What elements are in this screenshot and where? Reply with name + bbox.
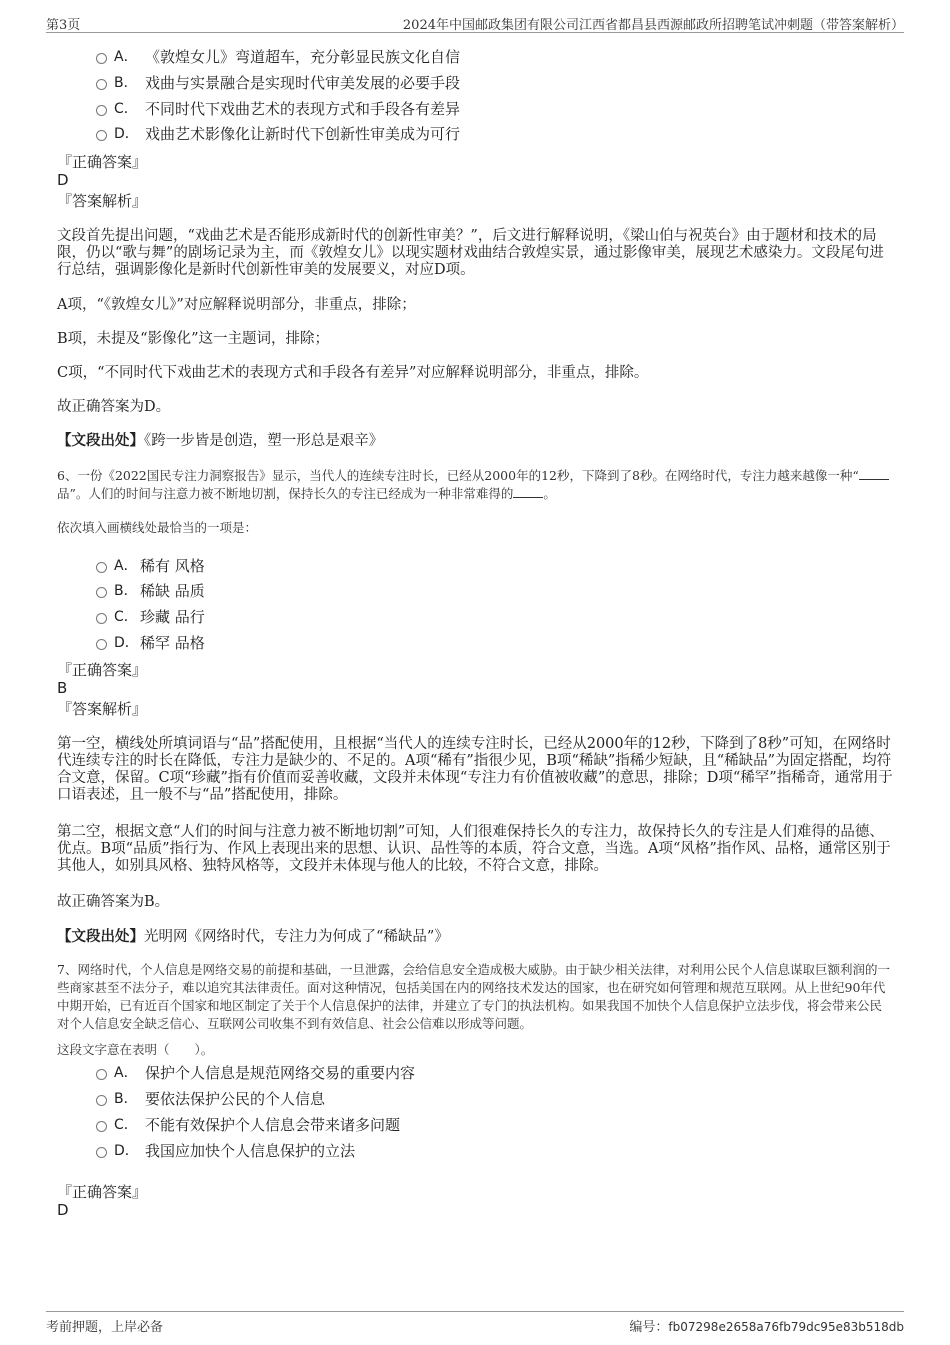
q6-analysis-label: 『答案解析』 bbox=[57, 700, 148, 718]
q6-analysis-second-blank: 第二空，根据文意“人们的时间与注意力被不断地切割”可知，人们很难保持长久的专注力，故保持长久的专注是人们难得的品德、优点。B项“品质”指行为、作风上表现出来的思想、认识、品性等的本质，符合文意，当选。A项“风格”指作风、品格，通常区别于其他人，如别具风格、独特风格等，文段并未体现与他人的比较，不符合文意，排除。 bbox=[57, 824, 891, 874]
q7-answer: D bbox=[57, 1201, 69, 1219]
radio-icon[interactable] bbox=[96, 1147, 107, 1158]
radio-icon[interactable] bbox=[96, 53, 107, 64]
q6-question: 依次填入画横线处最恰当的一项是： bbox=[57, 520, 258, 535]
radio-icon[interactable] bbox=[96, 639, 107, 650]
q6-source: 【文段出处】光明网《网络时代，专注力为何成了“稀缺品”》 bbox=[57, 928, 449, 945]
document-title: 2024年中国邮政集团有限公司江西省都昌县西源邮政所招聘笔试冲刺题（带答案解析） bbox=[402, 18, 904, 33]
q5-analysis-label: 『答案解析』 bbox=[57, 192, 148, 210]
radio-icon[interactable] bbox=[96, 105, 107, 116]
q6-analysis-first-blank: 第一空，横线处所填词语与“品”搭配使用，且根据“当代人的连续专注时长，已经从2000年的12秒，下降到了8秒”可知，在网络时代连续专注的时长在降低，专注力是缺少的、不足的。A项“稀有”指很少见，B项“稀缺”指稀少短缺，且“稀缺品”为固定搭配，均符合文意，保留。C项“珍藏”指有价值而妥善收藏，文段并未体现“专注力有价值被收藏”的意思，排除；D项“稀罕”指稀奇，通常用于口语表述，且一般不与“品”搭配使用，排除。 bbox=[57, 736, 893, 803]
radio-icon[interactable] bbox=[96, 130, 107, 141]
q5-conclusion: 故正确答案为D。 bbox=[57, 399, 171, 415]
page-footer bbox=[46, 1311, 904, 1336]
q5-analysis-main: 文段首先提出问题，“戏曲艺术是否能形成新时代的创新性审美？”，后文进行解释说明，《梁山伯与祝英台》由于题材和技术的局限，仍以“歌与舞”的剧场记录为主，而《敦煌女儿》以现实题材戏曲结合敦煌实景，通过影像审美，展现艺术感染力。文段尾句进行总结，强调影像化是新时代创新性审美的发展要义，对应D项。 bbox=[57, 228, 884, 278]
radio-icon[interactable] bbox=[96, 1069, 107, 1080]
page-number: 第3页 bbox=[46, 18, 81, 33]
q5-answer-label: 『正确答案』 bbox=[57, 153, 148, 171]
q5-analysis-b: B项，未提及“影像化”这一主题词，排除； bbox=[57, 331, 329, 347]
footer-slogan: 考前押题，上岸必备 bbox=[46, 1320, 164, 1335]
radio-icon[interactable] bbox=[96, 79, 107, 90]
q6-conclusion: 故正确答案为B。 bbox=[57, 894, 170, 910]
radio-icon[interactable] bbox=[96, 1121, 107, 1132]
radio-icon[interactable] bbox=[96, 562, 107, 573]
page-header bbox=[46, 12, 904, 33]
radio-icon[interactable] bbox=[96, 587, 107, 598]
q7-question: 这段文字意在表明（ ）。 bbox=[57, 1042, 214, 1057]
radio-icon[interactable] bbox=[96, 613, 107, 624]
q5-answer: D bbox=[57, 171, 69, 189]
q6-stem: 6、一份《2022国民专注力洞察报告》显示，当代人的连续专注时长，已经从2000年的12秒，下降到了8秒。在网络时代，专注力越来越像一种“品”。人们的时间与注意力被不断地切割，保持长久的专注已经成为一种非常难得的 。 bbox=[57, 467, 893, 503]
q7-answer-label: 『正确答案』 bbox=[57, 1183, 148, 1201]
q5-analysis-c: C项，“不同时代下戏曲艺术的表现方式和手段各有差异”对应解释说明部分，非重点，排除。 bbox=[57, 365, 649, 381]
blank-2 bbox=[513, 485, 543, 498]
q5-analysis-a: A项，“《敦煌女儿》”对应解释说明部分，非重点，排除； bbox=[57, 297, 416, 313]
radio-icon[interactable] bbox=[96, 1095, 107, 1106]
q6-answer: B bbox=[57, 679, 68, 697]
document-code: 编号：fb07298e2658a76fb79dc95e83b518db bbox=[629, 1320, 904, 1335]
q7-stem: 7、网络时代，个人信息是网络交易的前提和基础，一旦泄露，会给信息安全造成极大威胁。由于缺少相关法律，对利用公民个人信息谋取巨额利润的一些商家甚至不法分子，难以追究其法律责任。面对这种情况，包括美国在内的网络技术发达的国家，也在研究如何管理和规范互联网。从上世纪90年代中期开始，已有近百个国家和地区制定了关于个人信息保护的法律，并建立了专门的执法机构。如果我国不加快个人信息保护立法步伐，将会带来公民对个人信息安全缺乏信心、互联网公司收集不到有效信息、社会公信难以形成等问题。 bbox=[57, 962, 890, 1031]
blank-1 bbox=[859, 467, 889, 480]
q5-source: 【文段出处】《跨一步皆是创造，塑一形总是艰辛》 bbox=[57, 432, 384, 449]
q6-answer-label: 『正确答案』 bbox=[57, 661, 148, 679]
